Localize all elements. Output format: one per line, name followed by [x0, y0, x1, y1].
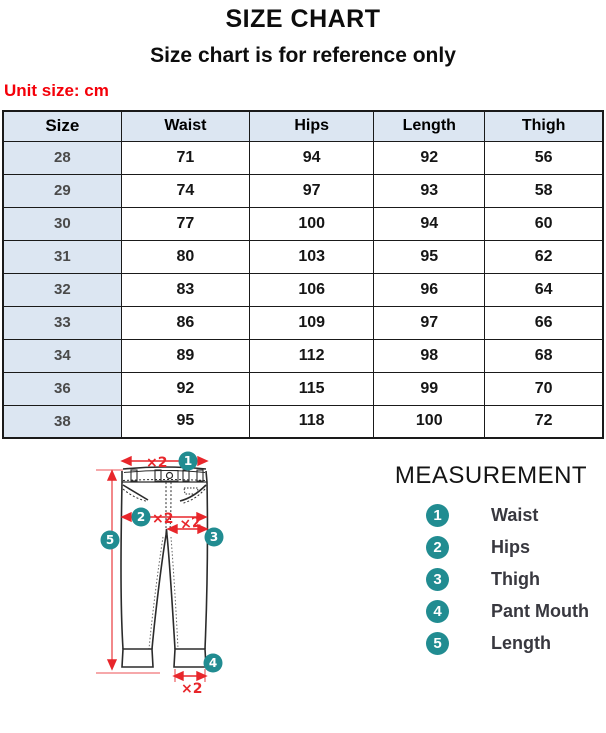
- legend-item-label: Pant Mouth: [491, 600, 589, 621]
- legend-items: [385, 499, 597, 659]
- legend-item: [385, 499, 597, 531]
- measurement-legend: [385, 462, 597, 659]
- legend-number-badge: 1: [426, 504, 449, 527]
- thigh-x2-label: ×2: [178, 514, 203, 534]
- column-header-waist: Waist: [121, 111, 249, 141]
- table-row: [3, 372, 603, 405]
- value-cell: 83: [121, 273, 249, 306]
- size-cell: 33: [3, 306, 121, 339]
- legend-number-badge: 5: [426, 632, 449, 655]
- marker-waist-icon: [179, 452, 198, 471]
- size-cell: 29: [3, 174, 121, 207]
- value-cell: 118: [250, 405, 374, 438]
- size-cell: 31: [3, 240, 121, 273]
- value-cell: 89: [121, 339, 249, 372]
- legend-number-badge: 2: [426, 536, 449, 559]
- table-row: [3, 405, 603, 438]
- value-cell: 72: [485, 405, 603, 438]
- value-cell: 64: [485, 273, 603, 306]
- value-cell: 95: [121, 405, 249, 438]
- size-cell: 32: [3, 273, 121, 306]
- value-cell: 66: [485, 306, 603, 339]
- value-cell: 94: [250, 141, 374, 174]
- value-cell: 95: [374, 240, 485, 273]
- pants-measurement-diagram: [0, 441, 380, 733]
- legend-item-label: Hips: [491, 536, 531, 557]
- value-cell: 97: [374, 306, 485, 339]
- value-cell: 99: [374, 372, 485, 405]
- value-cell: 94: [374, 207, 485, 240]
- svg-text:5: 5: [105, 533, 115, 548]
- legend-title: MEASUREMENT: [394, 462, 588, 489]
- legend-item: [385, 627, 597, 659]
- legend-item: [385, 595, 597, 627]
- value-cell: 71: [121, 141, 249, 174]
- size-cell: 36: [3, 372, 121, 405]
- table-row: [3, 306, 603, 339]
- page-title: SIZE CHART: [225, 5, 381, 33]
- value-cell: 112: [250, 339, 374, 372]
- table-row: [3, 273, 603, 306]
- value-cell: 60: [485, 207, 603, 240]
- value-cell: 92: [374, 141, 485, 174]
- size-cell: 28: [3, 141, 121, 174]
- value-cell: 97: [250, 174, 374, 207]
- table-row: [3, 240, 603, 273]
- column-header-thigh: Thigh: [485, 111, 603, 141]
- table-row: [3, 174, 603, 207]
- value-cell: 106: [250, 273, 374, 306]
- value-cell: 80: [121, 240, 249, 273]
- pants-outline-drawing: [121, 467, 207, 667]
- value-cell: 109: [250, 306, 374, 339]
- marker-pant-mouth-icon: [204, 654, 223, 673]
- size-cell: 38: [3, 405, 121, 438]
- svg-text:4: 4: [208, 656, 218, 671]
- legend-number-badge: 3: [426, 568, 449, 591]
- column-header-size: Size: [3, 111, 121, 141]
- size-table: [2, 110, 604, 439]
- value-cell: 100: [374, 405, 485, 438]
- legend-item-label: Waist: [491, 504, 539, 525]
- hips-x2-label: ×2: [152, 511, 174, 527]
- value-cell: 62: [485, 240, 603, 273]
- legend-number-badge: 4: [426, 600, 449, 623]
- marker-hips-icon: [132, 508, 151, 527]
- pant-mouth-x2-label: ×2: [181, 681, 203, 697]
- value-cell: 98: [374, 339, 485, 372]
- table-row: [3, 339, 603, 372]
- size-table-body: [3, 141, 603, 438]
- page-subtitle: Size chart is for reference only: [150, 44, 456, 67]
- legend-item-label: Length: [491, 632, 551, 653]
- size-cell: 30: [3, 207, 121, 240]
- legend-item: [385, 563, 597, 595]
- value-cell: 77: [121, 207, 249, 240]
- column-header-length: Length: [374, 111, 485, 141]
- value-cell: 103: [250, 240, 374, 273]
- value-cell: 58: [485, 174, 603, 207]
- size-cell: 34: [3, 339, 121, 372]
- marker-thigh-icon: [205, 528, 224, 547]
- value-cell: 92: [121, 372, 249, 405]
- marker-length-icon: [101, 531, 120, 550]
- value-cell: 56: [485, 141, 603, 174]
- svg-text:1: 1: [183, 454, 193, 469]
- value-cell: 70: [485, 372, 603, 405]
- svg-text:2: 2: [136, 510, 146, 525]
- svg-text:3: 3: [209, 530, 219, 545]
- unit-note: Unit size: cm: [4, 81, 109, 100]
- legend-item-label: Thigh: [491, 568, 540, 589]
- value-cell: 100: [250, 207, 374, 240]
- legend-item: [385, 531, 597, 563]
- value-cell: 96: [374, 273, 485, 306]
- size-table-header: [3, 111, 603, 141]
- value-cell: 74: [121, 174, 249, 207]
- button-icon: [167, 473, 173, 479]
- header-row: [3, 111, 603, 141]
- column-header-hips: Hips: [250, 111, 374, 141]
- table-row: [3, 207, 603, 240]
- value-cell: 93: [374, 174, 485, 207]
- waist-x2-label: ×2: [146, 455, 168, 471]
- value-cell: 115: [250, 372, 374, 405]
- table-row: [3, 141, 603, 174]
- value-cell: 86: [121, 306, 249, 339]
- value-cell: 68: [485, 339, 603, 372]
